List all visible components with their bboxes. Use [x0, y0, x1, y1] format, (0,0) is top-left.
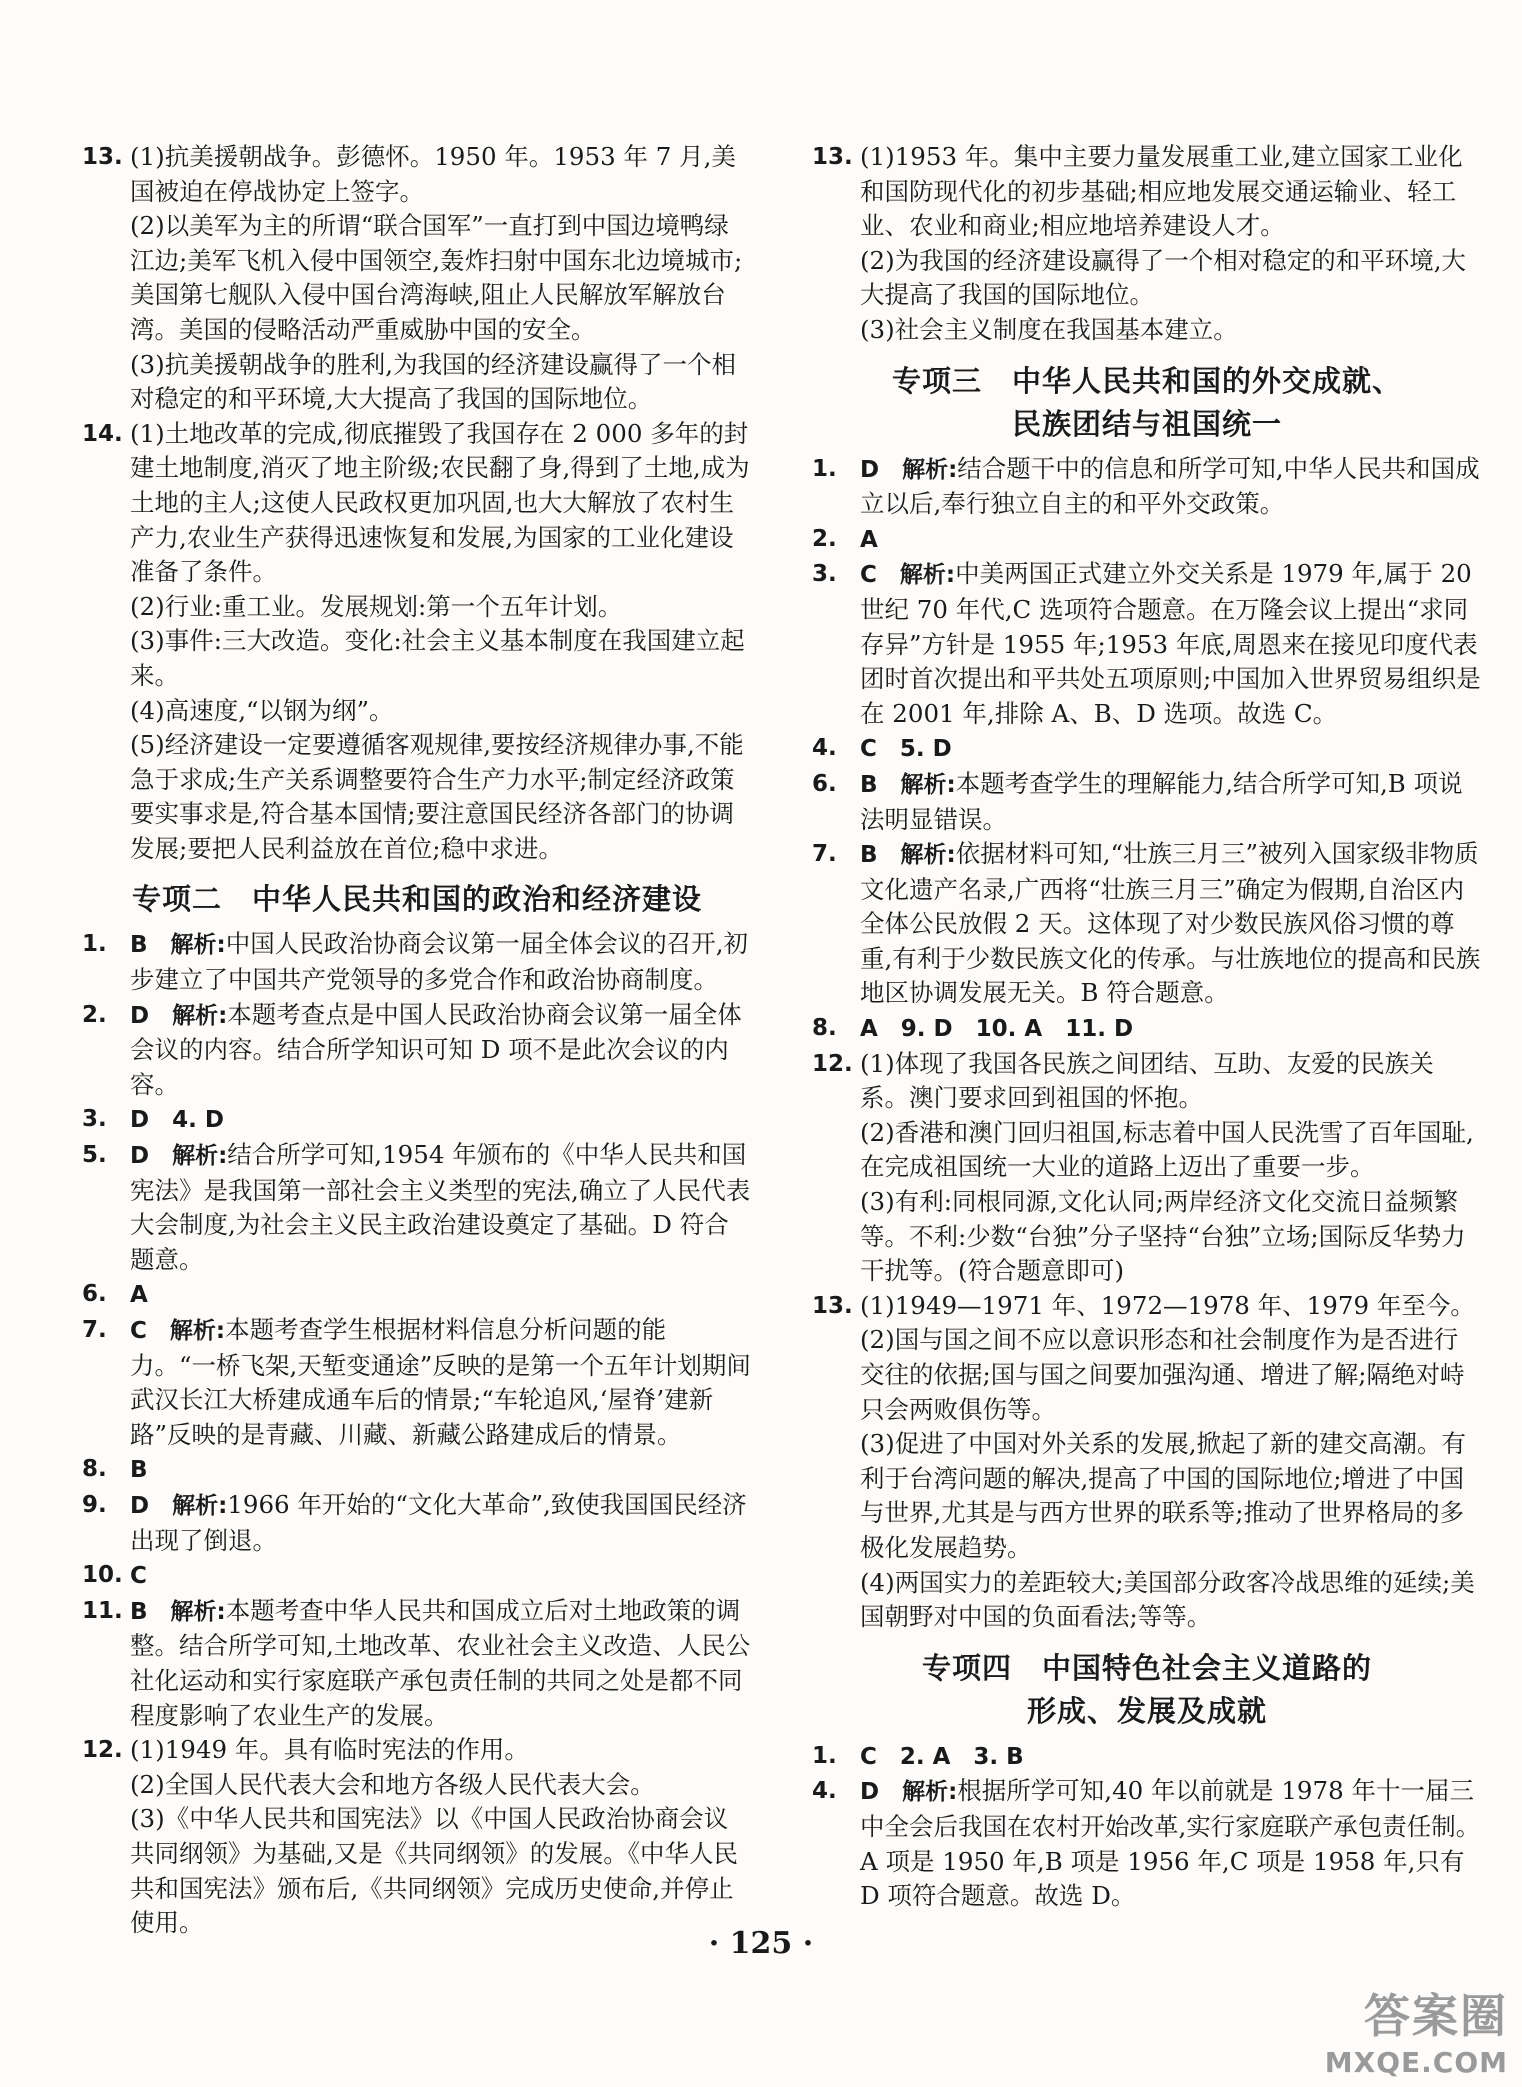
section-title-line2: 形成、发展及成就	[1026, 1693, 1267, 1728]
answer-part: (1)抗美援朝战争。彭德怀。1950 年。1953 年 7 月,美国被迫在停战协定上签字。	[130, 142, 736, 206]
watermark	[1325, 1980, 1508, 2079]
answer-text: 本题考查学生的理解能力,结合所学可知,B 项说法明显错误。	[860, 768, 1463, 834]
answer-part: (3)抗美援朝战争的胜利,为我国的经济建设赢得了一个相对稳定的和平环境,大大提高了我国的国际地位。	[130, 349, 736, 414]
answer-part: (4)高速度,“以钢为纲”。	[130, 695, 394, 725]
s2-answer-7	[82, 1313, 752, 1452]
answer-text: 依据材料可知,“壮族三月三”被列入国家级非物质文化遗产名录,广西将“壮族三月三”确定为假期,自治区内全体公民放假 2 天。这体现了对少数民族风俗习惯的尊重,有利于少数民族文化的传承。与壮族地位的提高和民族地区协调发展无关。B 符合题意。	[860, 839, 1481, 1008]
question-number: 1.	[82, 931, 107, 958]
answer-part: (3)社会主义制度在我国基本建立。	[860, 314, 1238, 344]
answer-lead: B 解析:	[860, 842, 956, 869]
section-title-line1: 专项三 中华人民共和国的外交成就、	[891, 363, 1402, 398]
answer-part: (3)促进了中国对外关系的发展,掀起了新的建交高潮。有利于台湾问题的解决,提高了中国的国际地位;增进了中国与世界,尤其是与西方世界的联系等;推动了世界格局的多极化发展趋势。	[860, 1429, 1466, 1562]
answer-text: 根据所学可知,40 年以前就是 1978 年十一届三中全会后我国在农村开始改革,实行家庭联产承包责任制。A 项是 1950 年,B 项是 1956 年,C 项是 1958 年,只有 D 项符合题意。故选 D。	[860, 1776, 1481, 1911]
section-title: 专项二 中华人民共和国的政治和经济建设	[131, 882, 702, 917]
answer-text: C 2. A 3. B	[860, 1743, 1024, 1770]
s3-answer-6	[812, 767, 1482, 837]
answer-part: (3)《中华人民共和国宪法》以《中国人民政治协商会议共同纲领》为基础,又是《共同纲领》的发展。《中华人民共和国宪法》颁布后,《共同纲领》完成历史使命,并停止使用。	[130, 1804, 739, 1938]
question-number: 2.	[82, 1001, 107, 1028]
s3-answer-8	[812, 1011, 1482, 1047]
section-heading-2	[82, 878, 752, 921]
s2-answer-2	[82, 998, 752, 1103]
answer-part: (2)国与国之间不应以意识形态和社会制度作为是否进行交往的依据;国与国之间要加强沟通、增进了解;隔绝对峙只会两败俱伤等。	[860, 1325, 1465, 1424]
s2-answer-6	[82, 1277, 752, 1313]
answer-text: A	[130, 1282, 148, 1309]
answer-part: (2)全国人民代表大会和地方各级人民代表大会。	[130, 1769, 655, 1799]
answer-13	[82, 140, 752, 417]
answer-text: 中国人民政治协商会议第一届全体会议的召开,初步建立了中国共产党领导的多党合作和政治协商制度。	[130, 929, 749, 995]
answer-part: (2)行业:重工业。发展规划:第一个五年计划。	[130, 591, 623, 621]
question-number: 13.	[82, 144, 123, 170]
question-number: 12.	[812, 1050, 853, 1077]
s3-answer-2	[812, 522, 1482, 558]
answer-part: (1)1949—1971 年、1972—1978 年、1979 年至今。	[860, 1290, 1475, 1320]
answer-text: C 5. D	[860, 736, 952, 763]
question-number: 6.	[82, 1281, 107, 1308]
answer-text: 本题考查学生根据材料信息分析问题的能力。“一桥飞架,天堑变通途”反映的是第一个五年计划期间武汉长江大桥建成通车后的情景;“车轮追风,‘屋脊’建新路”反映的是青藏、川藏、新藏公路建成后的情景。	[130, 1315, 751, 1449]
s3-answer-1	[812, 452, 1482, 522]
answer-text: 本题考查中华人民共和国成立后对土地政策的调整。结合所学可知,土地改革、农业社会主义改造、人民公社化运动和实行家庭联产承包责任制的共同之处是都不同程度影响了农业生产的发展。	[130, 1595, 751, 1730]
answer-lead: C 解析:	[130, 1318, 226, 1344]
answer-part: (2)为我国的经济建设赢得了一个相对稳定的和平环境,大大提高了我国的国际地位。	[860, 245, 1466, 310]
s2-answer-3	[82, 1102, 752, 1138]
answer-text: B	[130, 1457, 148, 1484]
question-number: 8.	[812, 1015, 837, 1042]
answer-part: (1)土地改革的完成,彻底摧毁了我国存在 2 000 多年的封建土地制度,消灭了地主阶级;农民翻了身,得到了土地,成为土地的主人;这使人民政权更加巩固,也大大解放了农村生产力,农业生产获得迅速恢复和发展,为国家的工业化建设准备了条件。	[130, 418, 750, 587]
question-number: 1.	[812, 1742, 837, 1769]
section-title-line1: 专项四 中国特色社会主义道路的	[921, 1650, 1372, 1685]
question-number: 2.	[812, 525, 837, 552]
answer-part: (5)经济建设一定要遵循客观规律,要按经济规律办事,不能急于求成;生产关系调整要符合生产力水平;制定经济政策要实事求是,符合基本国情;要注意国民经济各部门的协调发展;要把人民利益放在首位;稳中求进。	[130, 730, 744, 863]
answer-part: (3)事件:三大改造。变化:社会主义基本制度在我国建立起来。	[130, 626, 745, 690]
s2-answer-8	[82, 1452, 752, 1488]
answer-lead: C 解析:	[860, 562, 956, 589]
question-number: 4.	[812, 1778, 837, 1805]
question-number: 7.	[82, 1317, 107, 1343]
answer-lead: D 解析:	[860, 456, 958, 483]
answer-14	[82, 417, 752, 867]
question-number: 3.	[82, 1106, 107, 1133]
s2-answer-11	[82, 1594, 752, 1733]
question-number: 7.	[812, 841, 837, 868]
answer-lead: B 解析:	[130, 932, 226, 959]
answer-part: (3)有利:同根同源,文化认同;两岸经济文化交流日益频繁等。不利:少数“台独”分子坚持“台独”立场;国际反华势力干扰等。(符合题意即可)	[860, 1187, 1466, 1286]
watermark-url: MXQE.COM	[1324, 2046, 1508, 2079]
s2-answer-1	[82, 927, 752, 997]
question-number: 3.	[812, 561, 837, 588]
section-title-line2: 民族团结与祖国统一	[1011, 406, 1282, 441]
answer-lead: B 解析:	[130, 1598, 226, 1625]
s2-answer-9	[82, 1488, 752, 1558]
question-number: 9.	[82, 1491, 107, 1518]
s3-answer-12	[812, 1047, 1482, 1289]
s3-answer-13	[812, 1289, 1482, 1635]
answer-text: 1966 年开始的“文化大革命”,致使我国国民经济出现了倒退。	[130, 1489, 747, 1555]
answer-lead: D 解析:	[130, 1143, 228, 1170]
answer-part: (4)两国实力的差距较大;美国部分政客冷战思维的延续;美国朝野对中国的负面看法;等等。	[860, 1567, 1475, 1632]
s3-answer-7	[812, 837, 1482, 1011]
question-number: 13.	[812, 144, 853, 170]
s3-answer-4	[812, 731, 1482, 767]
answer-part: (1)1949 年。具有临时宪法的作用。	[130, 1735, 529, 1765]
s2-answer-5	[82, 1138, 752, 1277]
answer-text: 结合所学可知,1954 年颁布的《中华人民共和国宪法》是我国第一部社会主义类型的宪法,确立了人民代表大会制度,为社会主义民主政治建设奠定了基础。D 符合题意。	[130, 1140, 751, 1274]
question-number: 13.	[812, 1292, 853, 1319]
question-number: 8.	[82, 1456, 107, 1483]
r-answer-13	[812, 140, 1482, 348]
answer-lead: D 解析:	[130, 1492, 228, 1519]
answer-part: (1)1953 年。集中主要力量发展重工业,建立国家工业化和国防现代化的初步基础;相应地发展交通运输业、轻工业、农业和商业;相应地培养建设人才。	[860, 142, 1463, 241]
question-number: 10.	[82, 1562, 123, 1589]
question-number: 12.	[82, 1737, 123, 1764]
section-heading-4	[812, 1647, 1482, 1733]
left-column	[82, 140, 752, 1941]
question-number: 1.	[812, 455, 837, 482]
right-column	[812, 140, 1482, 1914]
answer-text: C	[130, 1563, 147, 1590]
answer-part: (2)香港和澳门回归祖国,标志着中国人民洗雪了百年国耻,在完成祖国统一大业的道路上迈出了重要一步。	[860, 1117, 1474, 1182]
question-number: 4.	[812, 735, 837, 762]
answer-lead: B 解析:	[860, 771, 956, 798]
answer-part: (2)以美军为主的所谓“联合国军”一直打到中国边境鸭绿江边;美军飞机入侵中国领空,轰炸扫射中国东北边境城市;美国第七舰队入侵中国台湾海峡,阻止人民解放军解放台湾。美国的侵略活动严重威胁中国的安全。	[130, 211, 743, 344]
answer-text: D 4. D	[130, 1107, 224, 1134]
s4-answer-1	[812, 1739, 1482, 1775]
s3-answer-3	[812, 557, 1482, 731]
question-number: 6.	[812, 770, 837, 797]
answer-part: (1)体现了我国各民族之间团结、互助、友爱的民族关系。澳门要求回到祖国的怀抱。	[860, 1048, 1434, 1113]
s2-answer-12	[82, 1733, 752, 1941]
page-number: · 125 ·	[708, 1926, 814, 1961]
watermark-logo: 答案圈	[1364, 1989, 1508, 2043]
answer-text: 结合题干中的信息和所学可知,中华人民共和国成立以后,奉行独立自主的和平外交政策。	[860, 453, 1480, 519]
question-number: 11.	[82, 1597, 123, 1624]
answer-text: 本题考查点是中国人民政治协商会议第一届全体会议的内容。结合所学知识可知 D 项不是此次会议的内容。	[130, 999, 742, 1099]
s4-answer-4	[812, 1774, 1482, 1913]
answer-text: 中美两国正式建立外交关系是 1979 年,属于 20 世纪 70 年代,C 选项符合题意。在万隆会议上提出“求同存异”方针是 1955 年;1953 年底,周恩来在接见印度代表团时首次提出和平共处五项原则;中国加入世界贸易组织是在 2001 年,排除 A、B、D 选项。故选 C。	[860, 559, 1481, 728]
answer-lead: D 解析:	[130, 1002, 228, 1029]
answer-lead: D 解析:	[860, 1779, 958, 1806]
section-heading-3	[812, 360, 1482, 446]
s2-answer-10	[82, 1558, 752, 1594]
question-number: 14.	[82, 420, 123, 447]
question-number: 5.	[82, 1142, 107, 1169]
answer-text: A 9. D 10. A 11. D	[860, 1016, 1134, 1043]
answer-text: A	[860, 526, 878, 553]
